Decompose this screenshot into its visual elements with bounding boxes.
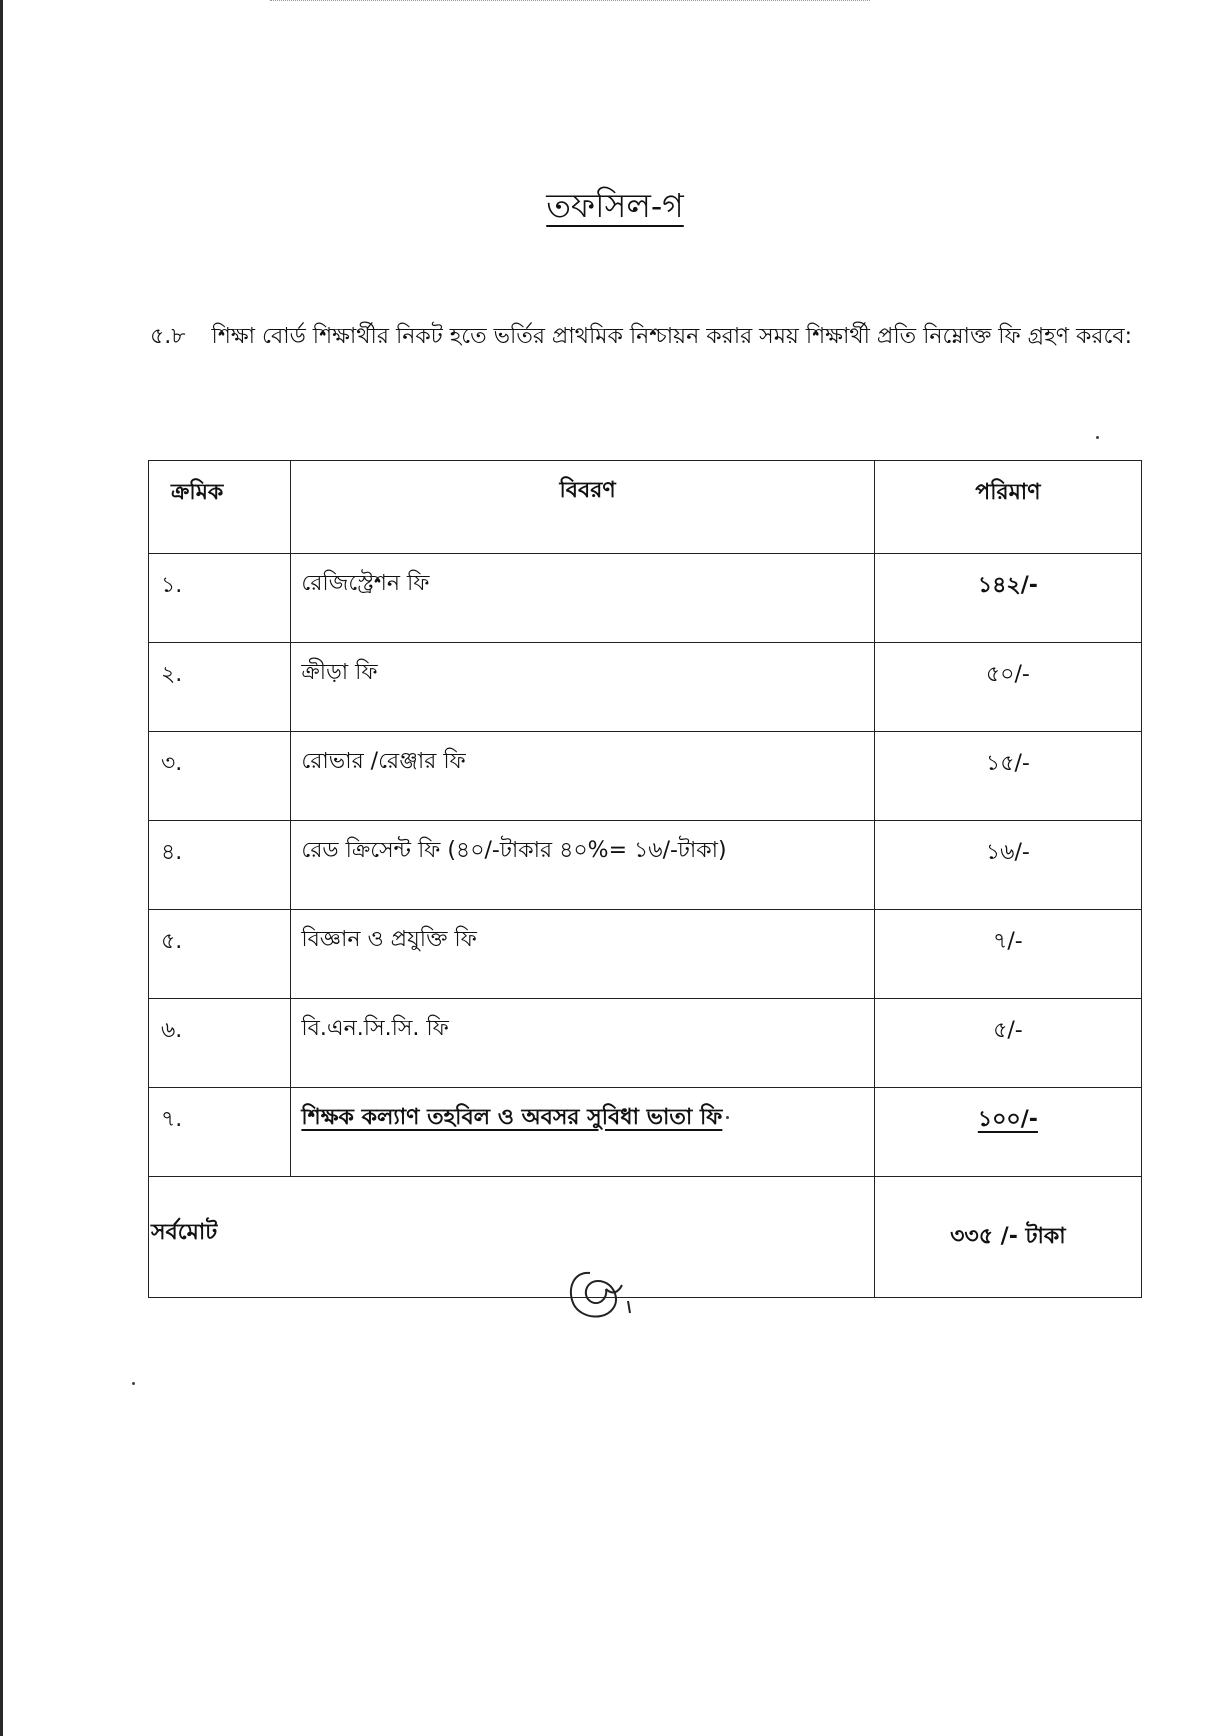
scan-speck (726, 1116, 729, 1119)
row-description-cell (291, 1088, 874, 1177)
total-label: সর্বমোট (149, 1177, 875, 1298)
row-serial: ৭. (149, 1088, 291, 1177)
table-row (149, 1088, 1142, 1177)
row-serial: ১. (149, 554, 291, 643)
document-title (0, 180, 1230, 236)
row-amount: ৫০/- (874, 643, 1141, 732)
row-serial: ৬. (149, 999, 291, 1088)
signature-mark (560, 1255, 650, 1325)
scan-speck (132, 1382, 135, 1385)
row-serial: ৪. (149, 821, 291, 910)
row-amount: ১৬/- (874, 821, 1141, 910)
header-serial: ক্রমিক (149, 461, 291, 554)
table-header-row (149, 461, 1142, 554)
row-description: ক্রীড়া ফি (291, 643, 874, 732)
clause-number: ৫.৮ (150, 324, 186, 349)
row-serial: ৫. (149, 910, 291, 999)
clause-paragraph (150, 316, 1140, 358)
table-row (149, 999, 1142, 1088)
table-row (149, 643, 1142, 732)
scan-speck (1096, 436, 1099, 439)
table-row (149, 732, 1142, 821)
row-description: শিক্ষক কল্যাণ তহবিল ও অবসর সুবিধা ভাতা ফি (301, 1105, 723, 1130)
row-amount: ১৪২/- (874, 554, 1141, 643)
row-amount: ১৫/- (874, 732, 1141, 821)
row-amount: ৭/- (874, 910, 1141, 999)
row-amount: ১০০/- (977, 1107, 1038, 1132)
title-text: তফসিল-গ (546, 186, 684, 225)
clause-text: শিক্ষা বোর্ড শিক্ষার্থীর নিকট হতে ভর্তির প্রাথমিক নিশ্চায়ন করার সময় শিক্ষার্থী প্রতি নিম্নোক্ত ফি গ্রহণ করবে: (211, 324, 1132, 349)
row-serial: ৩. (149, 732, 291, 821)
row-serial: ২. (149, 643, 291, 732)
total-amount: ৩৩৫ /- টাকা (874, 1177, 1141, 1298)
header-description: বিবরণ (291, 461, 874, 554)
row-description: বিজ্ঞান ও প্রযুক্তি ফি (291, 910, 874, 999)
row-description: রোভার /রেঞ্জার ফি (291, 732, 874, 821)
scan-left-edge (0, 0, 3, 1736)
row-description: রেড ক্রিসেন্ট ফি (৪০/-টাকার ৪০%= ১৬/-টাকা) (291, 821, 874, 910)
table-row (149, 554, 1142, 643)
row-amount: ৫/- (874, 999, 1141, 1088)
row-description: বি.এন.সি.সি. ফি (291, 999, 874, 1088)
table-row (149, 910, 1142, 999)
row-amount-cell (874, 1088, 1141, 1177)
scan-top-artifact (270, 0, 870, 9)
row-description: রেজিস্ট্রেশন ফি (291, 554, 874, 643)
fee-table (148, 460, 1142, 1298)
header-amount: পরিমাণ (874, 461, 1141, 554)
table-row (149, 821, 1142, 910)
